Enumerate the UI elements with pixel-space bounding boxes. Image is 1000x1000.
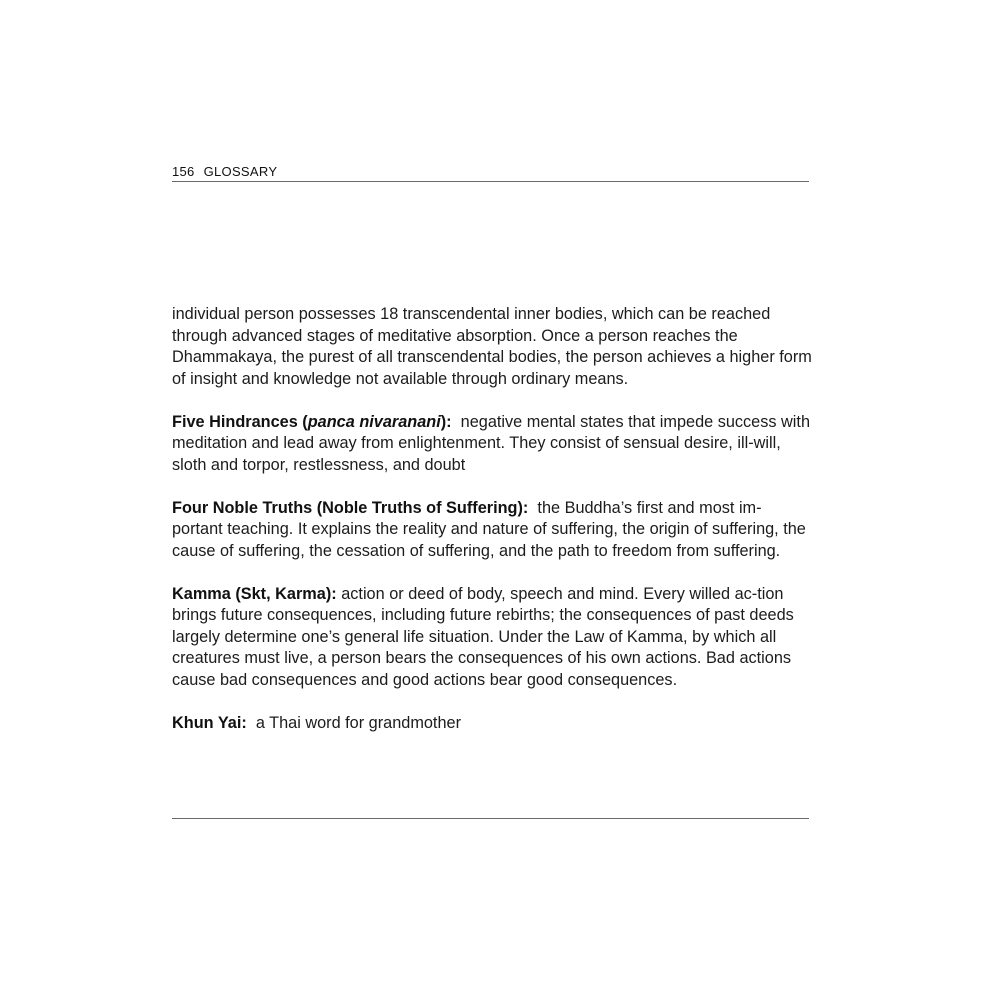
footer-rule [172,818,809,819]
glossary-definition: a Thai word for grandmother [255,713,461,732]
glossary-term: Four Noble Truths (Noble Truths of Suffering): [172,498,529,517]
glossary-term: Kamma (Skt, Karma): [172,584,337,603]
glossary-entry-four-noble-truths [172,498,812,563]
glossary-entry-five-hindrances [172,412,812,477]
glossary-term: Khun Yai: [172,713,247,732]
term-suffix: ): [440,412,452,431]
glossary-definition: action or deed of body, speech and mind. Every willed ac-tion brings future consequences, including future rebirths; the consequences of past deeds largely determine one’s general life situation. Under the Law of Kamma, by which all creatures must live, a person bears the consequences of his own actions. Bad actions cause bad consequences and good actions bear good consequences. [172,584,794,689]
term-pali: panca nivaranani [307,412,441,431]
section-title: GLOSSARY [203,164,278,179]
glossary-term [172,413,452,431]
glossary-definition: the Buddha’s first and most im-portant teaching. It explains the reality and nature of suffering, the origin of suffering, the cause of suffering, the cessation of suffering, and the path to freedom from suffering. [172,498,806,560]
glossary-body [172,304,812,756]
continuation-text: individual person possesses 18 transcendental inner bodies, which can be reached through advanced stages of meditative absorption. Once a person reaches the Dhammakaya, the purest of all transcendental bodies, the person achieves a higher form of insight and knowledge not available through ordinary means. [172,305,812,388]
glossary-entry-khun-yai [172,713,812,735]
page-number: 156 [172,164,195,179]
glossary-definition: negative mental states that impede success with meditation and lead away from enlightenment. They consist of sensual desire, ill-will, sloth and torpor, restlessness, and doubt [172,412,810,474]
running-header [172,164,809,182]
term-prefix: Five Hindrances ( [172,412,308,431]
continuation-paragraph [172,304,812,390]
glossary-entry-kamma [172,584,812,692]
